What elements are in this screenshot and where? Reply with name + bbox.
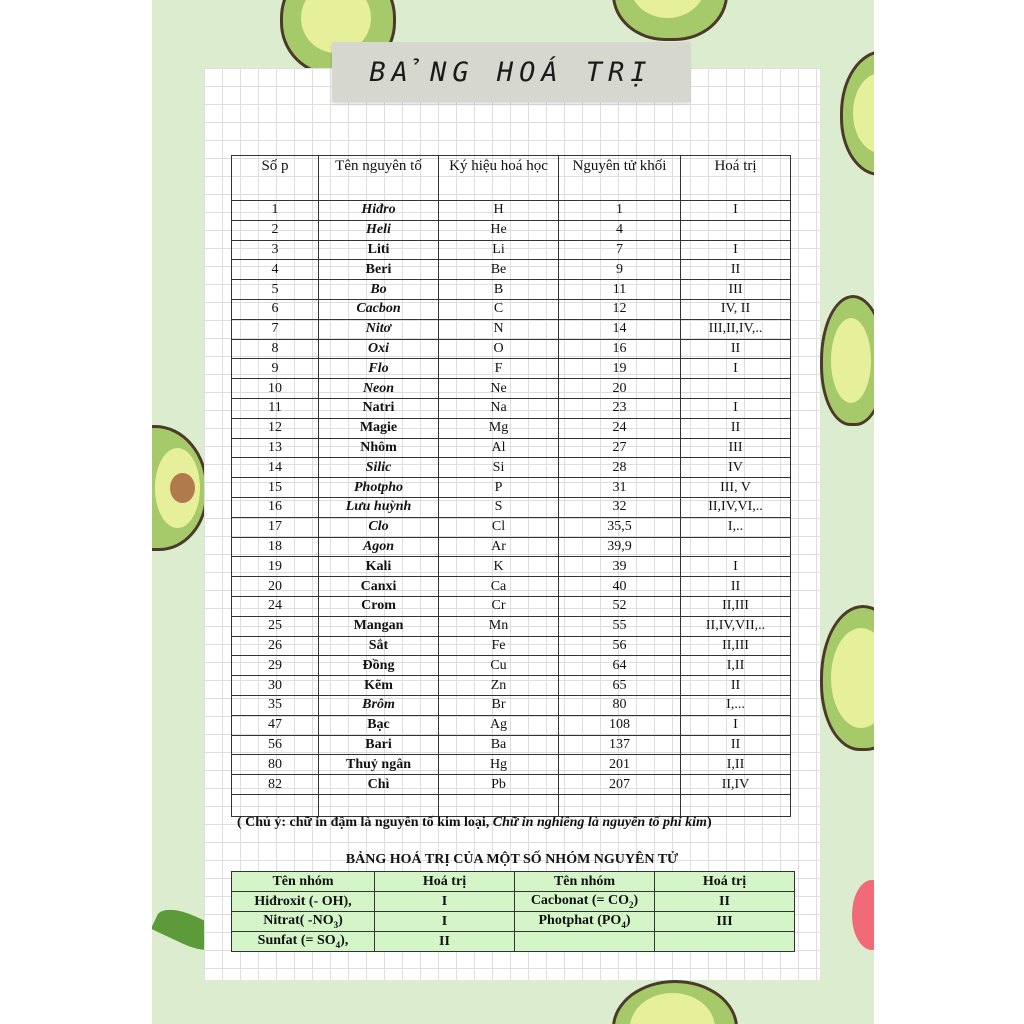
element-proton-number: 1	[232, 201, 319, 221]
element-row	[232, 656, 791, 676]
element-row	[232, 260, 791, 280]
element-valence: II	[681, 735, 791, 755]
element-name: Mangan	[319, 616, 439, 636]
element-name: Nitơ	[319, 319, 439, 339]
element-name: Lưu huỳnh	[319, 497, 439, 517]
group-name: Sunfat (= $SO_4$),	[232, 932, 375, 952]
element-name: Đồng	[319, 656, 439, 676]
element-row	[232, 695, 791, 715]
element-proton-number: 11	[232, 398, 319, 418]
element-proton-number: 35	[232, 695, 319, 715]
element-atomic-mass: 27	[559, 438, 681, 458]
element-atomic-mass: 16	[559, 339, 681, 359]
empty-row	[232, 794, 791, 816]
element-valence: III	[681, 438, 791, 458]
group-name: Hiđroxit (- OH),	[232, 892, 375, 912]
element-valence	[681, 220, 791, 240]
element-symbol: Zn	[439, 676, 559, 696]
group-valence: II	[375, 932, 515, 952]
header-valence: Hoá trị	[681, 156, 791, 201]
element-symbol: Cl	[439, 517, 559, 537]
element-row	[232, 636, 791, 656]
element-name: Agon	[319, 537, 439, 557]
group-row	[232, 892, 795, 912]
element-row	[232, 676, 791, 696]
element-proton-number: 17	[232, 517, 319, 537]
element-proton-number: 20	[232, 577, 319, 597]
element-atomic-mass: 23	[559, 398, 681, 418]
element-atomic-mass: 64	[559, 656, 681, 676]
element-symbol: K	[439, 557, 559, 577]
element-symbol: Ar	[439, 537, 559, 557]
element-proton-number: 26	[232, 636, 319, 656]
element-atomic-mass: 39,9	[559, 537, 681, 557]
group-row	[232, 932, 795, 952]
element-name: Natri	[319, 398, 439, 418]
element-valence: II	[681, 418, 791, 438]
element-valence: I,...	[681, 695, 791, 715]
element-symbol: O	[439, 339, 559, 359]
group-valence	[655, 932, 795, 952]
group-name: Photphat $(PO_4)$	[515, 912, 655, 932]
element-proton-number: 14	[232, 458, 319, 478]
element-atomic-mass: 9	[559, 260, 681, 280]
element-name: Oxi	[319, 339, 439, 359]
element-atomic-mass: 65	[559, 676, 681, 696]
element-symbol: Cu	[439, 656, 559, 676]
header-proton-number: Số p	[232, 156, 319, 201]
element-valence: II	[681, 676, 791, 696]
element-valence: II,IV,VI,..	[681, 497, 791, 517]
element-row	[232, 775, 791, 795]
element-row	[232, 280, 791, 300]
avocado-decoration-top	[612, 0, 728, 41]
element-valence: II	[681, 577, 791, 597]
element-atomic-mass: 201	[559, 755, 681, 775]
element-row	[232, 240, 791, 260]
element-row	[232, 438, 791, 458]
element-proton-number: 8	[232, 339, 319, 359]
element-proton-number: 25	[232, 616, 319, 636]
element-name: Chì	[319, 775, 439, 795]
element-name: Thuỷ ngân	[319, 755, 439, 775]
element-row	[232, 517, 791, 537]
element-row	[232, 359, 791, 379]
element-valence: II	[681, 260, 791, 280]
groups-header-name-1: Tên nhóm	[232, 872, 375, 892]
element-valence: I,II	[681, 755, 791, 775]
avocado-decoration-right-1	[840, 50, 874, 176]
element-symbol: F	[439, 359, 559, 379]
element-atomic-mass: 4	[559, 220, 681, 240]
element-symbol: P	[439, 478, 559, 498]
element-valence: I	[681, 201, 791, 221]
element-atomic-mass: 32	[559, 497, 681, 517]
element-proton-number: 47	[232, 715, 319, 735]
element-row	[232, 478, 791, 498]
element-atomic-mass: 28	[559, 458, 681, 478]
element-name: Bari	[319, 735, 439, 755]
element-symbol: Ca	[439, 577, 559, 597]
element-symbol: Na	[439, 398, 559, 418]
groups-title: BẢNG HOÁ TRỊ CỦA MỘT SỐ NHÓM NGUYÊN TỬ	[345, 852, 679, 867]
element-symbol: Pb	[439, 775, 559, 795]
element-row	[232, 537, 791, 557]
element-valence: IV	[681, 458, 791, 478]
element-symbol: Mg	[439, 418, 559, 438]
element-row	[232, 577, 791, 597]
element-atomic-mass: 52	[559, 596, 681, 616]
element-row	[232, 339, 791, 359]
element-name: Nhôm	[319, 438, 439, 458]
element-proton-number: 15	[232, 478, 319, 498]
element-proton-number: 24	[232, 596, 319, 616]
element-valence	[681, 379, 791, 399]
note-suffix: )	[706, 815, 712, 830]
element-atomic-mass: 80	[559, 695, 681, 715]
element-proton-number: 16	[232, 497, 319, 517]
element-valence: I	[681, 715, 791, 735]
element-atomic-mass: 35,5	[559, 517, 681, 537]
element-name: Sắt	[319, 636, 439, 656]
page-title: BẢNG HOÁ TRỊ	[369, 56, 653, 88]
element-name: Clo	[319, 517, 439, 537]
element-row	[232, 755, 791, 775]
header-element-name: Tên nguyên tố	[319, 156, 439, 201]
group-valence: I	[375, 912, 515, 932]
element-symbol: Mn	[439, 616, 559, 636]
element-symbol: H	[439, 201, 559, 221]
element-row	[232, 735, 791, 755]
element-row	[232, 596, 791, 616]
element-symbol: Ba	[439, 735, 559, 755]
element-proton-number: 13	[232, 438, 319, 458]
element-valence: I	[681, 557, 791, 577]
element-valence: I	[681, 359, 791, 379]
title-tape	[332, 42, 690, 102]
element-atomic-mass: 12	[559, 299, 681, 319]
element-valence: I	[681, 398, 791, 418]
valence-table	[231, 155, 791, 817]
element-row	[232, 299, 791, 319]
avocado-decoration-right-2	[820, 295, 874, 426]
element-name: Bạc	[319, 715, 439, 735]
element-symbol: Li	[439, 240, 559, 260]
element-name: Cacbon	[319, 299, 439, 319]
element-atomic-mass: 207	[559, 775, 681, 795]
element-row	[232, 616, 791, 636]
element-atomic-mass: 39	[559, 557, 681, 577]
groups-header	[232, 872, 795, 892]
element-valence: II	[681, 339, 791, 359]
group-name: Nitrat( $-NO_3$)	[232, 912, 375, 932]
element-symbol: Fe	[439, 636, 559, 656]
element-valence: III	[681, 280, 791, 300]
element-name: Beri	[319, 260, 439, 280]
element-symbol: C	[439, 299, 559, 319]
element-proton-number: 82	[232, 775, 319, 795]
avocado-decoration-left	[152, 425, 208, 551]
element-row	[232, 497, 791, 517]
element-row	[232, 418, 791, 438]
element-row	[232, 715, 791, 735]
group-name: Cacbonat (= $CO_2$)	[515, 892, 655, 912]
legend-note	[237, 815, 712, 831]
group-valence: II	[655, 892, 795, 912]
element-proton-number: 10	[232, 379, 319, 399]
groups-header-valence-1: Hoá trị	[375, 872, 515, 892]
element-symbol: Br	[439, 695, 559, 715]
element-name: Canxi	[319, 577, 439, 597]
element-name: Heli	[319, 220, 439, 240]
element-symbol: N	[439, 319, 559, 339]
element-name: Bo	[319, 280, 439, 300]
element-proton-number: 6	[232, 299, 319, 319]
element-valence: II,III	[681, 596, 791, 616]
element-proton-number: 80	[232, 755, 319, 775]
element-atomic-mass: 19	[559, 359, 681, 379]
note-italic: Chữ in nghiêng là nguyên tố phi kim	[492, 815, 707, 830]
group-name	[515, 932, 655, 952]
element-symbol: Si	[439, 458, 559, 478]
element-atomic-mass: 20	[559, 379, 681, 399]
valence-table-header	[232, 156, 791, 201]
header-symbol: Ký hiệu hoá học	[439, 156, 559, 201]
element-proton-number: 3	[232, 240, 319, 260]
element-valence: III,II,IV,..	[681, 319, 791, 339]
element-symbol: He	[439, 220, 559, 240]
element-symbol: Hg	[439, 755, 559, 775]
element-atomic-mass: 11	[559, 280, 681, 300]
note-prefix: ( Chú ý: chữ in đậm là nguyên tố kim loại,	[237, 815, 493, 830]
element-name: Magie	[319, 418, 439, 438]
element-symbol: B	[439, 280, 559, 300]
element-proton-number: 5	[232, 280, 319, 300]
group-row	[232, 912, 795, 932]
avocado-sunglasses-decoration	[820, 605, 874, 751]
element-symbol: Cr	[439, 596, 559, 616]
element-name: Kali	[319, 557, 439, 577]
element-valence: II,IV,VII,..	[681, 616, 791, 636]
groups-header-name-2: Tên nhóm	[515, 872, 655, 892]
element-row	[232, 458, 791, 478]
header-atomic-mass: Nguyên tử khối	[559, 156, 681, 201]
element-proton-number: 2	[232, 220, 319, 240]
element-proton-number: 30	[232, 676, 319, 696]
element-atomic-mass: 24	[559, 418, 681, 438]
element-proton-number: 4	[232, 260, 319, 280]
element-proton-number: 7	[232, 319, 319, 339]
element-valence: I	[681, 240, 791, 260]
element-row	[232, 557, 791, 577]
element-proton-number: 19	[232, 557, 319, 577]
element-name: Photpho	[319, 478, 439, 498]
element-atomic-mass: 14	[559, 319, 681, 339]
element-name: Brôm	[319, 695, 439, 715]
element-valence: IV, II	[681, 299, 791, 319]
element-valence: I,II	[681, 656, 791, 676]
element-valence	[681, 537, 791, 557]
element-proton-number: 18	[232, 537, 319, 557]
pink-avocado-decoration	[852, 880, 874, 950]
element-symbol: Al	[439, 438, 559, 458]
element-atomic-mass: 55	[559, 616, 681, 636]
element-proton-number: 12	[232, 418, 319, 438]
element-atomic-mass: 40	[559, 577, 681, 597]
element-row	[232, 201, 791, 221]
element-valence: III, V	[681, 478, 791, 498]
groups-table	[231, 871, 795, 952]
element-name: Kẽm	[319, 676, 439, 696]
element-atomic-mass: 137	[559, 735, 681, 755]
element-atomic-mass: 56	[559, 636, 681, 656]
element-name: Liti	[319, 240, 439, 260]
element-proton-number: 9	[232, 359, 319, 379]
element-symbol: S	[439, 497, 559, 517]
element-row	[232, 379, 791, 399]
element-atomic-mass: 7	[559, 240, 681, 260]
avocado-decoration-bottom	[612, 980, 738, 1024]
element-name: Neon	[319, 379, 439, 399]
element-atomic-mass: 31	[559, 478, 681, 498]
element-row	[232, 220, 791, 240]
element-name: Silic	[319, 458, 439, 478]
element-row	[232, 398, 791, 418]
element-name: Crom	[319, 596, 439, 616]
element-atomic-mass: 108	[559, 715, 681, 735]
element-valence: II,III	[681, 636, 791, 656]
element-proton-number: 56	[232, 735, 319, 755]
element-symbol: Ag	[439, 715, 559, 735]
element-name: Flo	[319, 359, 439, 379]
group-valence: I	[375, 892, 515, 912]
element-symbol: Be	[439, 260, 559, 280]
element-row	[232, 319, 791, 339]
element-atomic-mass: 1	[559, 201, 681, 221]
groups-header-valence-2: Hoá trị	[655, 872, 795, 892]
group-valence: III	[655, 912, 795, 932]
element-proton-number: 29	[232, 656, 319, 676]
element-valence: I,..	[681, 517, 791, 537]
element-symbol: Ne	[439, 379, 559, 399]
element-valence: II,IV	[681, 775, 791, 795]
element-name: Hiđro	[319, 201, 439, 221]
